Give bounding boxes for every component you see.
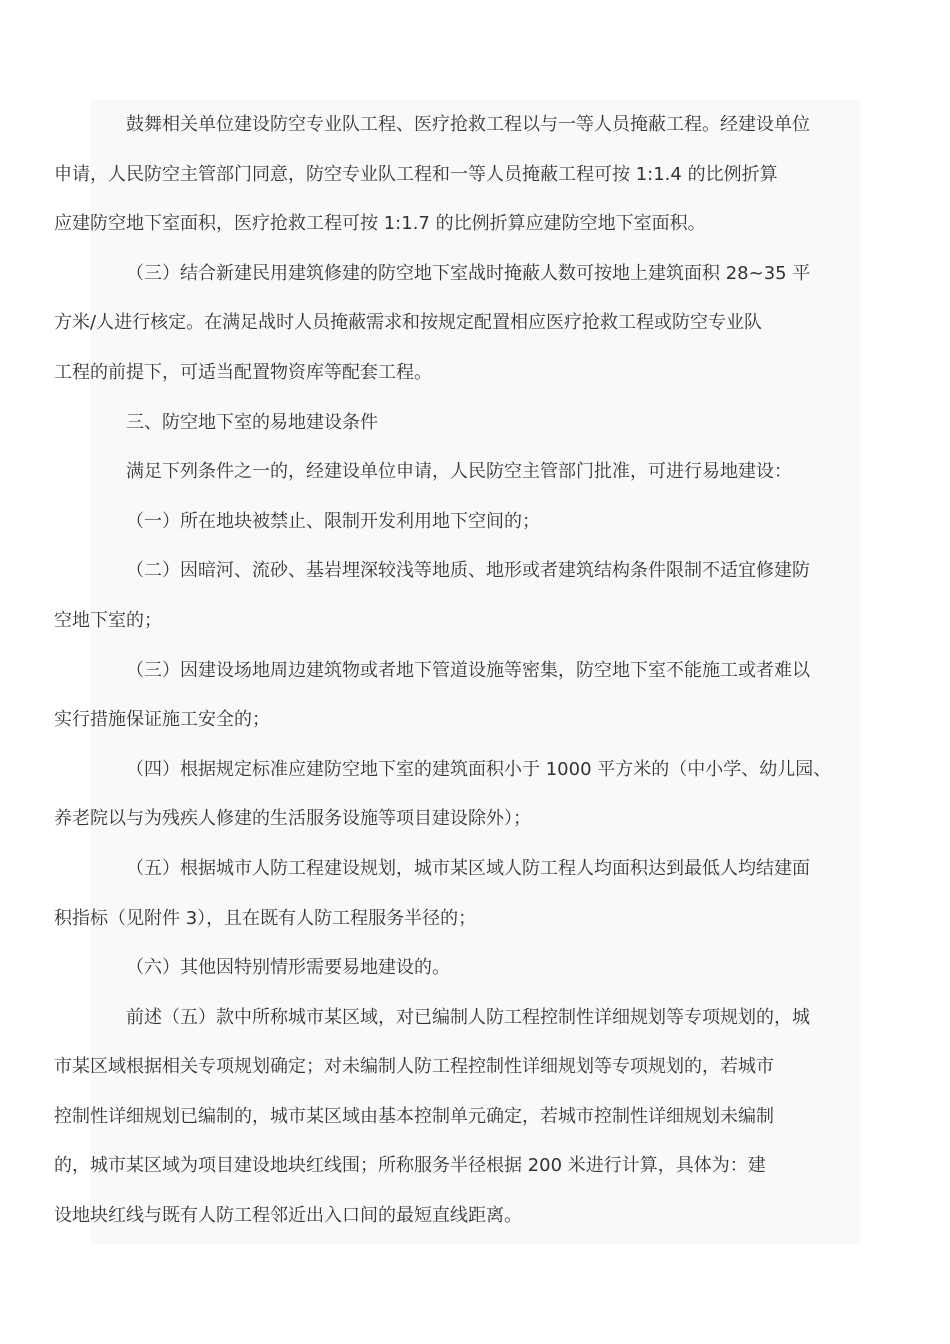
text-line: （一）所在地块被禁止、限制开发利用地下空间的；: [126, 510, 540, 532]
text-line: 的，城市某区域为项目建设地块红线围；所称服务半径根据 200 米进行计算，具体为：建: [54, 1155, 766, 1177]
text-line: （二）因暗河、流砂、基岩埋深较浅等地质、地形或者建筑结构条件限制不适宜修建防: [126, 560, 810, 582]
text-line: 控制性详细规划已编制的，城市某区域由基本控制单元确定，若城市控制性详细规划未编制: [54, 1105, 774, 1127]
list-item-5: [54, 844, 860, 943]
text-line: 积指标（见附件 3），且在既有人防工程服务半径的；: [54, 907, 477, 929]
text-line: 方米/人进行核定。在满足战时人员掩蔽需求和按规定配置相应医疗抢救工程或防空专业队: [54, 312, 763, 334]
list-item-4: [54, 745, 860, 844]
text-line: 应建防空地下室面积，医疗抢救工程可按 1:1.7 的比例折算应建防空地下室面积。: [54, 213, 706, 235]
document-body: [54, 100, 860, 1241]
text-line: 设地块红线与既有人防工程邻近出入口间的最短直线距离。: [54, 1205, 522, 1227]
paragraph-intro: [90, 447, 860, 497]
text-line: 满足下列条件之一的，经建设单位申请，人民防空主管部门批准，可进行易地建设：: [126, 461, 792, 483]
text-line: 前述（五）款中所称城市某区域，对已编制人防工程控制性详细规划等专项规划的，城: [126, 1006, 810, 1028]
list-item-1: [90, 497, 860, 547]
text-line: 工程的前提下，可适当配置物资库等配套工程。: [54, 361, 432, 383]
list-item-3: [54, 646, 860, 745]
text-line: （三）因建设场地周边建筑物或者地下管道设施等密集，防空地下室不能施工或者难以: [126, 659, 810, 681]
text-line: 实行措施保证施工安全的；: [54, 709, 270, 731]
text-line: （三）结合新建民用建筑修建的防空地下室战时掩蔽人数可按地上建筑面积 28~35 平: [126, 262, 811, 284]
list-item-2: [54, 546, 860, 645]
text-line: 养老院以与为残疾人修建的生活服务设施等项目建设除外）；: [54, 808, 531, 830]
text-line: 市某区域根据相关专项规划确定；对未编制人防工程控制性详细规划等专项规划的，若城市: [54, 1056, 774, 1078]
list-item-6: [90, 943, 860, 993]
text-line: 鼓舞相关单位建设防空专业队工程、医疗抢救工程以与一等人员掩蔽工程。经建设单位: [126, 114, 810, 135]
text-line: 空地下室的；: [54, 609, 162, 631]
paragraph-1: [54, 100, 860, 249]
text-line: （四）根据规定标准应建防空地下室的建筑面积小于 1000 平方米的（中小学、幼儿园、: [126, 758, 832, 780]
paragraph-definitions: [54, 993, 860, 1241]
paragraph-2: [54, 249, 860, 398]
text-line: （六）其他因特别情形需要易地建设的。: [126, 957, 450, 979]
text-line: 申请，人民防空主管部门同意，防空专业队工程和一等人员掩蔽工程可按 1:1.4 的比例折算: [54, 163, 778, 185]
text-line: 三、防空地下室的易地建设条件: [126, 411, 378, 433]
section-heading: [90, 398, 860, 448]
text-line: （五）根据城市人防工程建设规划，城市某区域人防工程人均面积达到最低人均结建面: [126, 857, 810, 879]
